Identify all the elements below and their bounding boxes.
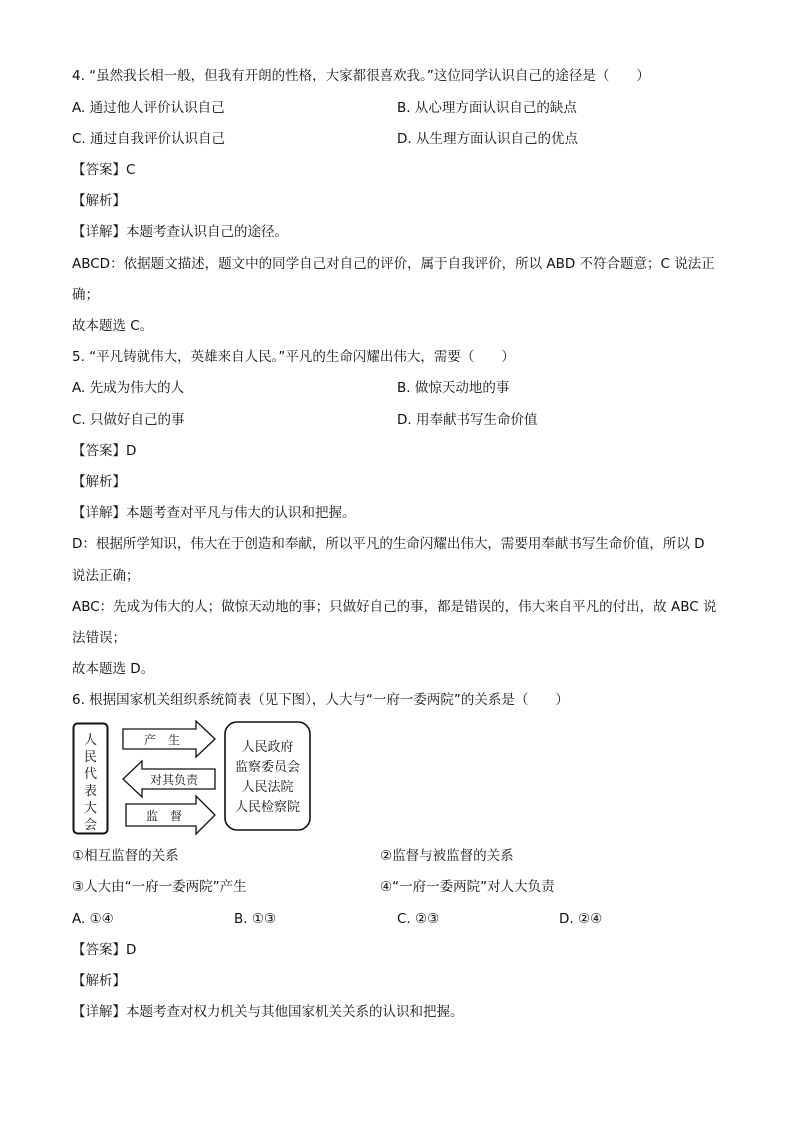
q4-option-d: D. 从生理方面认识自己的优点 (397, 131, 578, 147)
q4-answer: 【答案】C (72, 162, 136, 178)
q5-explanation-1: D：根据所学知识，伟大在于创造和奉献，所以平凡的生命闪耀出伟大，需要用奉献书写生命价值，所以 D (72, 536, 705, 552)
organ-court: 人民法院 (241, 780, 294, 795)
q4-option-c: C. 通过自我评价认识自己 (72, 131, 226, 147)
organ-government: 人民政府 (241, 740, 294, 755)
q6-statement-4: ④“一府一委两院”对人大负责 (380, 879, 555, 895)
q5-explanation-3: ABC：先成为伟大的人；做惊天动地的事；只做好自己的事，都是错误的，伟大来自平凡的付出，故 ABC 说 (72, 599, 717, 615)
q6-answer: 【答案】D (72, 942, 137, 958)
q4-conclusion: 故本题选 C。 (72, 318, 154, 334)
q6-analysis-label: 【解析】 (72, 973, 126, 989)
q4-explanation-2: 确； (72, 287, 99, 303)
arrow-label-produce: 产 生 (143, 733, 181, 747)
arrow-label-responsible: 对其负责 (149, 773, 199, 787)
q5-answer: 【答案】D (72, 443, 137, 459)
q4-detail: 【详解】本题考查认识自己的途径。 (72, 224, 288, 240)
q5-option-c: C. 只做好自己的事 (72, 412, 185, 428)
q5-explanation-2: 说法正确； (72, 568, 140, 584)
q5-option-a: A. 先成为伟大的人 (72, 380, 185, 396)
q6-option-d: D. ②④ (559, 911, 603, 927)
organ-procuratorate: 人民检察院 (234, 800, 301, 815)
q4-stem: 4. “虽然我长相一般，但我有开朗的性格，大家都很喜欢我。”这位同学认识自己的途径是（ ） (72, 68, 650, 84)
q6-statement-3: ③人大由“一府一委两院”产生 (72, 879, 247, 895)
q5-option-b: B. 做惊天动地的事 (397, 380, 510, 396)
q6-statement-2: ②监督与被监督的关系 (380, 848, 514, 864)
q4-explanation-1: ABCD：依据题文描述，题文中的同学自己对自己的评价，属于自我评价，所以 ABD 不符合题意；C 说法正 (72, 256, 715, 272)
npc-char-4: 表 (83, 784, 98, 799)
npc-char-3: 代 (83, 767, 98, 782)
organ-supervision: 监察委员会 (234, 760, 301, 775)
q5-explanation-4: 法错误； (72, 630, 126, 646)
q6-option-c: C. ②③ (397, 911, 440, 927)
q4-analysis-label: 【解析】 (72, 193, 126, 209)
q5-detail: 【详解】本题考查对平凡与伟大的认识和把握。 (72, 505, 356, 521)
q5-analysis-label: 【解析】 (72, 474, 126, 490)
npc-char-2: 民 (83, 750, 98, 765)
q6-stem: 6. 根据国家机关组织系统简表（见下图），人大与“一府一委两院”的关系是（ ） (72, 692, 569, 708)
q5-conclusion: 故本题选 D。 (72, 661, 155, 677)
npc-char-5: 大 (83, 801, 98, 816)
npc-char-1: 人 (83, 733, 98, 748)
q6-statement-1: ①相互监督的关系 (72, 848, 179, 864)
q6-option-a: A. ①④ (72, 911, 114, 927)
arrow-label-supervise: 监 督 (145, 809, 183, 823)
state-organ-diagram (72, 720, 317, 836)
npc-char-6: 会 (83, 818, 98, 833)
q6-detail: 【详解】本题考查对权力机关与其他国家机关关系的认识和把握。 (72, 1004, 464, 1020)
q4-option-a: A. 通过他人评价认识自己 (72, 100, 225, 116)
q6-option-b: B. ①③ (234, 911, 277, 927)
q5-option-d: D. 用奉献书写生命价值 (397, 412, 538, 428)
q5-stem: 5. “平凡铸就伟大，英雄来自人民。”平凡的生命闪耀出伟大，需要（ ） (72, 349, 515, 365)
q4-option-b: B. 从心理方面认识自己的缺点 (397, 100, 577, 116)
